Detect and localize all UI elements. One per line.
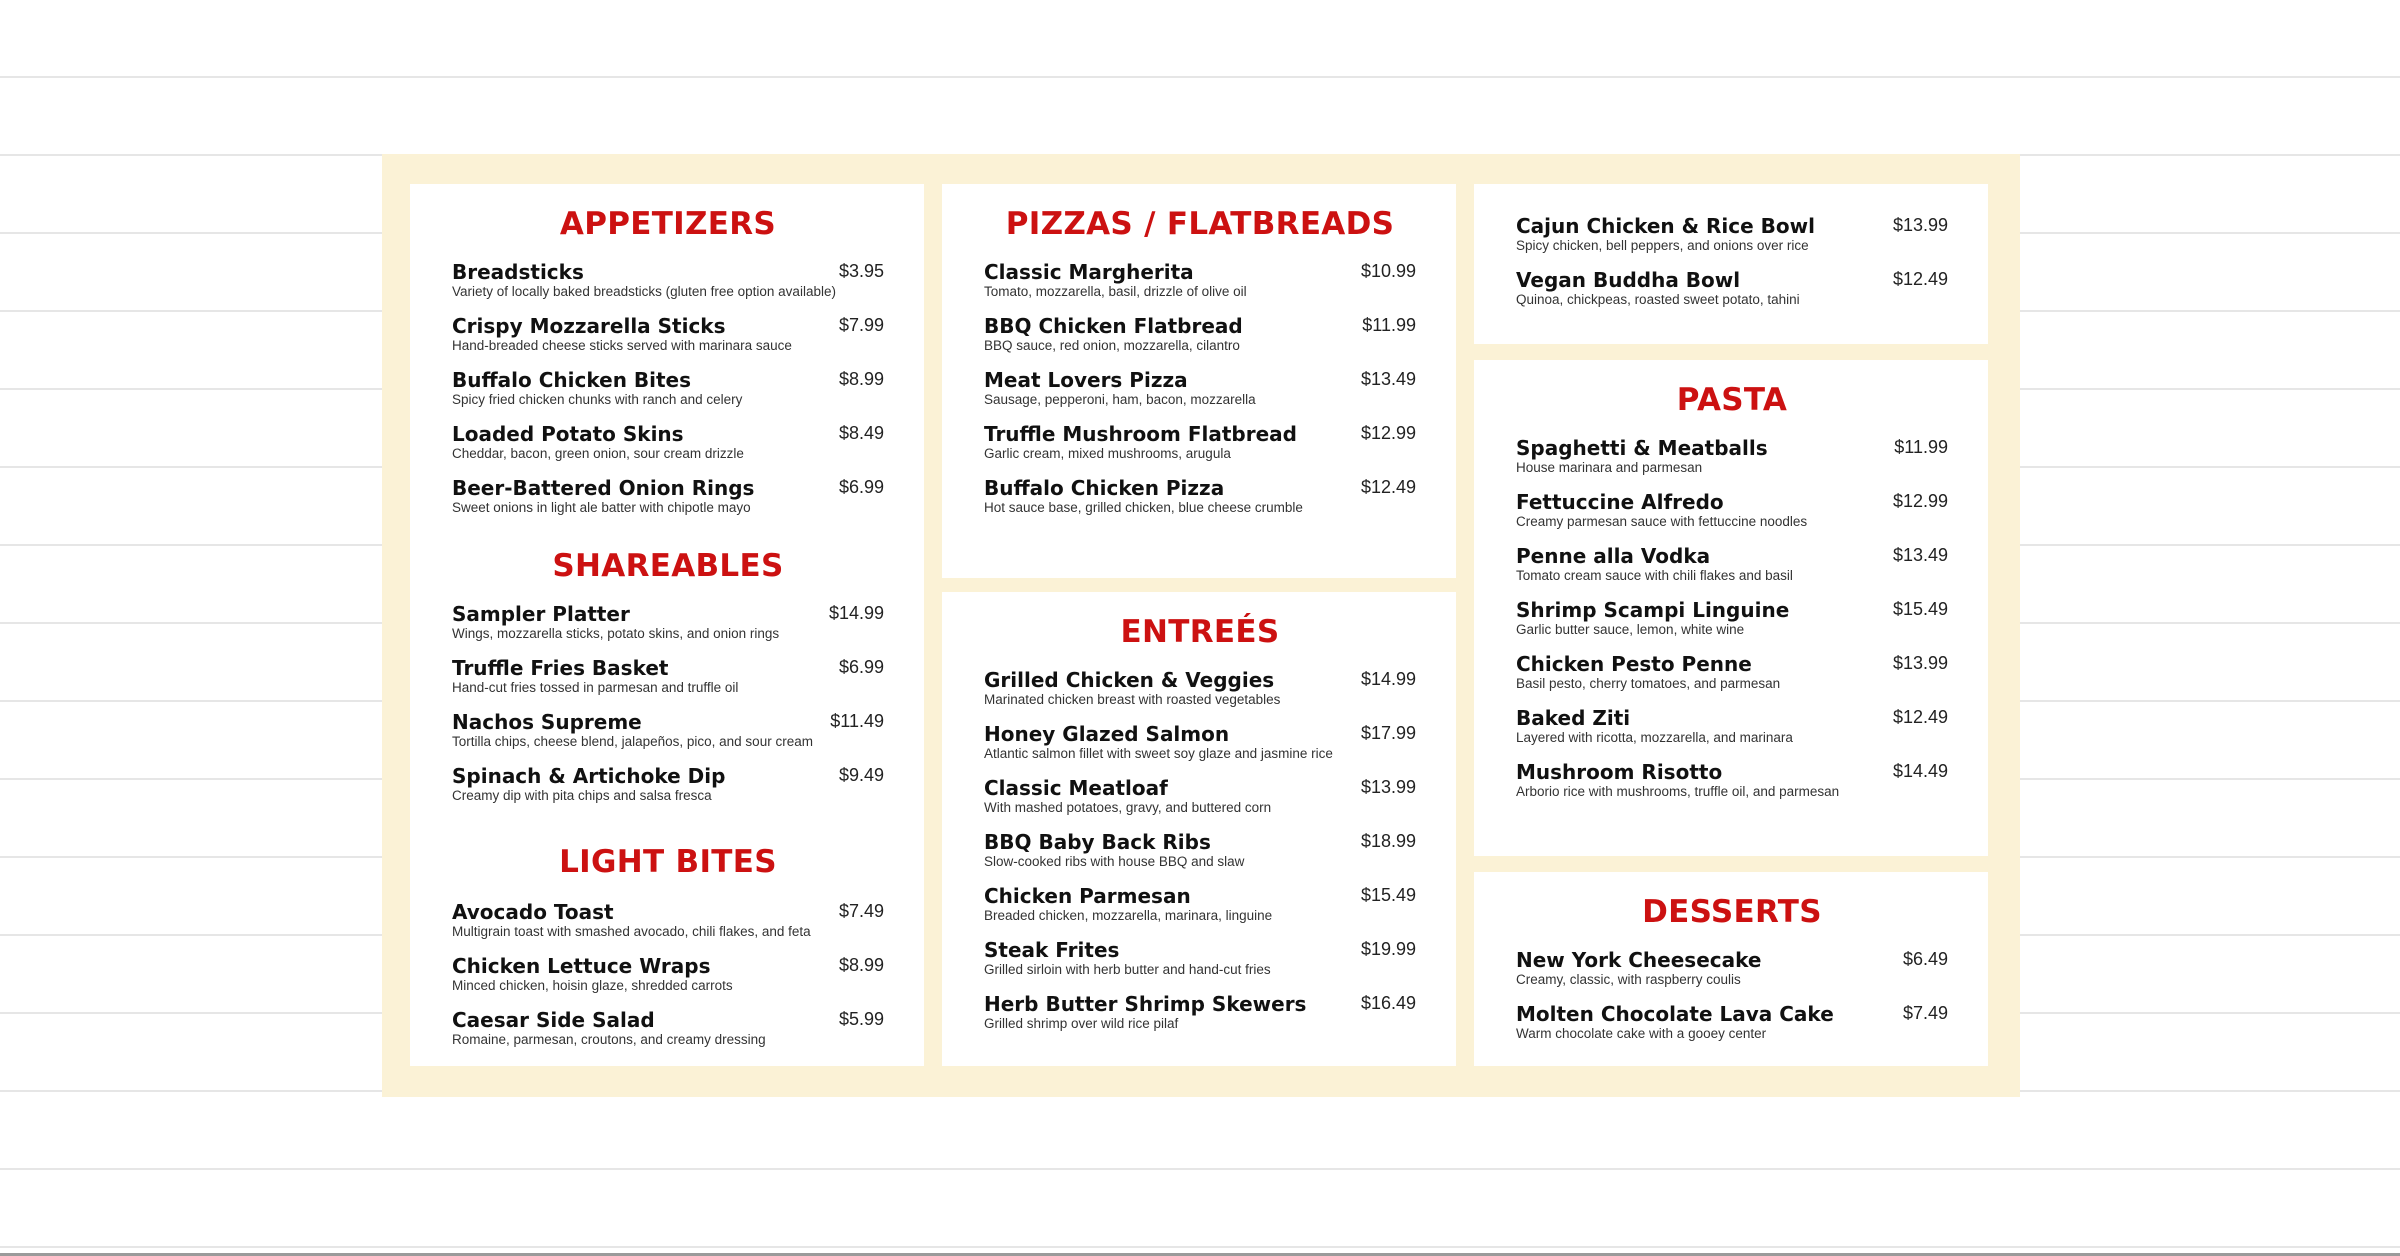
menu-item-price: $14.99 — [1360, 669, 1416, 689]
menu-item-name: Mushroom Risotto — [1516, 760, 1723, 784]
menu-item — [452, 954, 884, 1008]
menu-item-price: $14.49 — [1892, 761, 1948, 781]
menu-item-name: Spaghetti & Meatballs — [1516, 436, 1768, 460]
card-desserts — [1474, 872, 1988, 1066]
section-title-desserts: DESSERTS — [1642, 894, 1822, 930]
menu-item-name: Chicken Lettuce Wraps — [452, 954, 711, 978]
menu-item — [984, 830, 1416, 884]
menu-item-price: $11.99 — [1894, 437, 1948, 457]
menu-item-price: $19.99 — [1360, 939, 1416, 959]
menu-item — [984, 368, 1416, 422]
menu-item-name: Grilled Chicken & Veggies — [984, 668, 1275, 692]
menu-item-price: $12.99 — [1892, 491, 1948, 511]
menu-item — [984, 422, 1416, 476]
menu-item-price: $16.49 — [1360, 993, 1416, 1013]
menu-item — [452, 710, 884, 764]
menu-item-description: Sausage, pepperoni, ham, bacon, mozzarella — [984, 392, 1256, 407]
menu-item-description: Variety of locally baked breadsticks (gluten free option available) — [452, 284, 836, 299]
menu-item-description: Tomato, mozzarella, basil, drizzle of olive oil — [984, 284, 1247, 299]
menu-item — [1516, 268, 1948, 322]
menu-item-description: House marinara and parmesan — [1516, 460, 1703, 475]
menu-item-price: $11.49 — [830, 711, 884, 731]
entrees-list — [984, 668, 1416, 1046]
menu-item — [1516, 706, 1948, 760]
menu-item-price: $8.99 — [838, 369, 884, 389]
menu-item — [984, 668, 1416, 722]
menu-item-name: Beer-Battered Onion Rings — [452, 476, 755, 500]
menu-item-name: Caesar Side Salad — [452, 1008, 655, 1032]
menu-item-name: Baked Ziti — [1516, 706, 1631, 730]
menu-item-price: $13.49 — [1360, 369, 1416, 389]
menu-item-description: Romaine, parmesan, croutons, and creamy dressing — [452, 1032, 766, 1047]
menu-item — [984, 476, 1416, 530]
menu-item-price: $7.99 — [838, 315, 884, 335]
menu-item-price: $12.49 — [1892, 707, 1948, 727]
menu-item-name: Truffle Mushroom Flatbread — [984, 422, 1297, 446]
menu-item-price: $8.99 — [838, 955, 884, 975]
appetizers-list — [452, 260, 884, 530]
menu-item-name: Avocado Toast — [452, 900, 614, 924]
menu-item-description: Breaded chicken, mozzarella, marinara, linguine — [984, 908, 1273, 923]
menu-item-description: Spicy fried chicken chunks with ranch and celery — [452, 392, 743, 407]
menu-item-description: Spicy chicken, bell peppers, and onions over rice — [1516, 238, 1809, 253]
menu-item-description: Basil pesto, cherry tomatoes, and parmesan — [1516, 676, 1781, 691]
menu-item-description: Grilled sirloin with herb butter and hand-cut fries — [984, 962, 1271, 977]
menu-item-name: Sampler Platter — [452, 602, 630, 626]
menu-item-description: Slow-cooked ribs with house BBQ and slaw — [984, 854, 1245, 869]
menu-item-price: $5.99 — [838, 1009, 884, 1029]
menu-item — [1516, 544, 1948, 598]
menu-item — [1516, 214, 1948, 268]
card-pizzas — [942, 184, 1456, 578]
menu-item-name: Loaded Potato Skins — [452, 422, 684, 446]
menu-item — [1516, 490, 1948, 544]
menu-item-name: Herb Butter Shrimp Skewers — [984, 992, 1307, 1016]
menu-item-name: Classic Margherita — [984, 260, 1194, 284]
menu-item-price: $11.99 — [1362, 315, 1416, 335]
menu-item-price: $18.99 — [1360, 831, 1416, 851]
menu-item — [452, 260, 884, 314]
section-title-appetizers: APPETIZERS — [559, 206, 777, 242]
menu-item — [452, 476, 884, 530]
menu-item-name: Spinach & Artichoke Dip — [452, 764, 726, 788]
menu-item-description: Multigrain toast with smashed avocado, chili flakes, and feta — [452, 924, 811, 939]
menu-item-name: Meat Lovers Pizza — [984, 368, 1188, 392]
section-title-pasta: PASTA — [1676, 382, 1788, 418]
menu-item-name: Honey Glazed Salmon — [984, 722, 1230, 746]
menu-item — [452, 900, 884, 954]
menu-item-price: $6.99 — [838, 657, 884, 677]
menu-item-price: $14.99 — [828, 603, 884, 623]
menu-item-name: Molten Chocolate Lava Cake — [1516, 1002, 1834, 1026]
menu-item — [452, 314, 884, 368]
desserts-list — [1516, 948, 1948, 1056]
menu-item-name: BBQ Baby Back Ribs — [984, 830, 1211, 854]
menu-item-price: $13.99 — [1360, 777, 1416, 797]
menu-item-name: Penne alla Vodka — [1516, 544, 1711, 568]
menu-item-description: Cheddar, bacon, green onion, sour cream drizzle — [452, 446, 744, 461]
menu-board — [382, 154, 2020, 1097]
menu-item-description: Layered with ricotta, mozzarella, and marinara — [1516, 730, 1793, 745]
pasta-list — [1516, 436, 1948, 814]
menu-item — [452, 1008, 884, 1062]
menu-item-price: $13.99 — [1892, 215, 1948, 235]
menu-item-description: Warm chocolate cake with a gooey center — [1516, 1026, 1767, 1041]
menu-item-description: Quinoa, chickpeas, roasted sweet potato, tahini — [1516, 292, 1800, 307]
menu-item-price: $13.99 — [1892, 653, 1948, 673]
menu-item-price: $15.49 — [1360, 885, 1416, 905]
menu-item — [452, 422, 884, 476]
menu-item-name: Classic Meatloaf — [984, 776, 1168, 800]
menu-item-description: Creamy dip with pita chips and salsa fresca — [452, 788, 712, 803]
menu-item-name: New York Cheesecake — [1516, 948, 1762, 972]
menu-item-name: Chicken Parmesan — [984, 884, 1191, 908]
menu-item — [984, 992, 1416, 1046]
menu-item-name: Crispy Mozzarella Sticks — [452, 314, 726, 338]
menu-item — [984, 884, 1416, 938]
menu-item-name: Buffalo Chicken Bites — [452, 368, 692, 392]
card-appetizers — [410, 184, 924, 1066]
menu-item-name: Steak Frites — [984, 938, 1120, 962]
menu-item-description: Grilled shrimp over wild rice pilaf — [984, 1016, 1179, 1031]
menu-item-price: $12.49 — [1360, 477, 1416, 497]
menu-item-description: Sweet onions in light ale batter with chipotle mayo — [452, 500, 751, 515]
card-entrees — [942, 592, 1456, 1066]
menu-item — [984, 938, 1416, 992]
menu-item-name: Fettuccine Alfredo — [1516, 490, 1724, 514]
menu-item-name: BBQ Chicken Flatbread — [984, 314, 1243, 338]
menu-item-description: Creamy, classic, with raspberry coulis — [1516, 972, 1741, 987]
card-bowls — [1474, 184, 1988, 344]
menu-item-name: Buffalo Chicken Pizza — [984, 476, 1225, 500]
menu-item-price: $7.49 — [838, 901, 884, 921]
pizzas-list — [984, 260, 1416, 530]
section-title-shareables: SHAREABLES — [552, 548, 784, 584]
menu-item-name: Chicken Pesto Penne — [1516, 652, 1752, 676]
light-bites-list — [452, 900, 884, 1062]
menu-item-price: $3.95 — [838, 261, 884, 281]
menu-item-name: Truffle Fries Basket — [452, 656, 669, 680]
menu-item-price: $12.99 — [1360, 423, 1416, 443]
menu-item — [984, 314, 1416, 368]
menu-item — [452, 368, 884, 422]
menu-item-description: Hand-cut fries tossed in parmesan and truffle oil — [452, 680, 739, 695]
menu-item-name: Nachos Supreme — [452, 710, 642, 734]
menu-item-description: Tomato cream sauce with chili flakes and basil — [1516, 568, 1793, 583]
bowls-list — [1516, 214, 1948, 322]
menu-item — [984, 776, 1416, 830]
menu-item-description: Minced chicken, hoisin glaze, shredded carrots — [452, 978, 733, 993]
menu-item-description: Hot sauce base, grilled chicken, blue cheese crumble — [984, 500, 1303, 515]
menu-item — [984, 260, 1416, 314]
menu-item-description: Atlantic salmon fillet with sweet soy glaze and jasmine rice — [984, 746, 1333, 761]
shareables-list — [452, 602, 884, 818]
menu-item — [1516, 948, 1948, 1002]
menu-item-price: $6.49 — [1902, 949, 1948, 969]
menu-item-description: Creamy parmesan sauce with fettuccine noodles — [1516, 514, 1808, 529]
menu-item-description: BBQ sauce, red onion, mozzarella, cilantro — [984, 338, 1240, 353]
section-title-pizzas: PIZZAS / FLATBREADS — [1005, 206, 1395, 242]
menu-item-price: $6.99 — [838, 477, 884, 497]
menu-item-price: $15.49 — [1892, 599, 1948, 619]
menu-item — [1516, 652, 1948, 706]
menu-item — [1516, 436, 1948, 490]
menu-item — [452, 764, 884, 818]
menu-item — [452, 656, 884, 710]
menu-item-name: Shrimp Scampi Linguine — [1516, 598, 1790, 622]
menu-item-price: $17.99 — [1360, 723, 1416, 743]
menu-item-price: $13.49 — [1892, 545, 1948, 565]
menu-item-description: Wings, mozzarella sticks, potato skins, and onion rings — [452, 626, 780, 641]
menu-item — [1516, 1002, 1948, 1056]
menu-item — [1516, 598, 1948, 652]
menu-item-description: Garlic butter sauce, lemon, white wine — [1516, 622, 1745, 637]
menu-item — [1516, 760, 1948, 814]
menu-item — [452, 602, 884, 656]
menu-item-price: $10.99 — [1360, 261, 1416, 281]
menu-item-description: Garlic cream, mixed mushrooms, arugula — [984, 446, 1231, 461]
menu-item-price: $8.49 — [838, 423, 884, 443]
section-title-entrees: ENTREÉS — [1120, 614, 1280, 650]
menu-item-price: $9.49 — [838, 765, 884, 785]
menu-item-name: Breadsticks — [452, 260, 584, 284]
menu-item-price: $7.49 — [1902, 1003, 1948, 1023]
menu-item-description: Arborio rice with mushrooms, truffle oil, and parmesan — [1516, 784, 1840, 799]
menu-item-name: Vegan Buddha Bowl — [1516, 268, 1741, 292]
menu-item-description: Hand-breaded cheese sticks served with marinara sauce — [452, 338, 792, 353]
menu-item-description: Tortilla chips, cheese blend, jalapeños, pico, and sour cream — [452, 734, 813, 749]
card-pasta — [1474, 360, 1988, 856]
section-title-light-bites: LIGHT BITES — [559, 844, 777, 880]
menu-item-description: Marinated chicken breast with roasted vegetables — [984, 692, 1281, 707]
menu-item-price: $12.49 — [1892, 269, 1948, 289]
menu-item-name: Cajun Chicken & Rice Bowl — [1516, 214, 1815, 238]
menu-item-description: With mashed potatoes, gravy, and buttered corn — [984, 800, 1272, 815]
menu-item — [984, 722, 1416, 776]
